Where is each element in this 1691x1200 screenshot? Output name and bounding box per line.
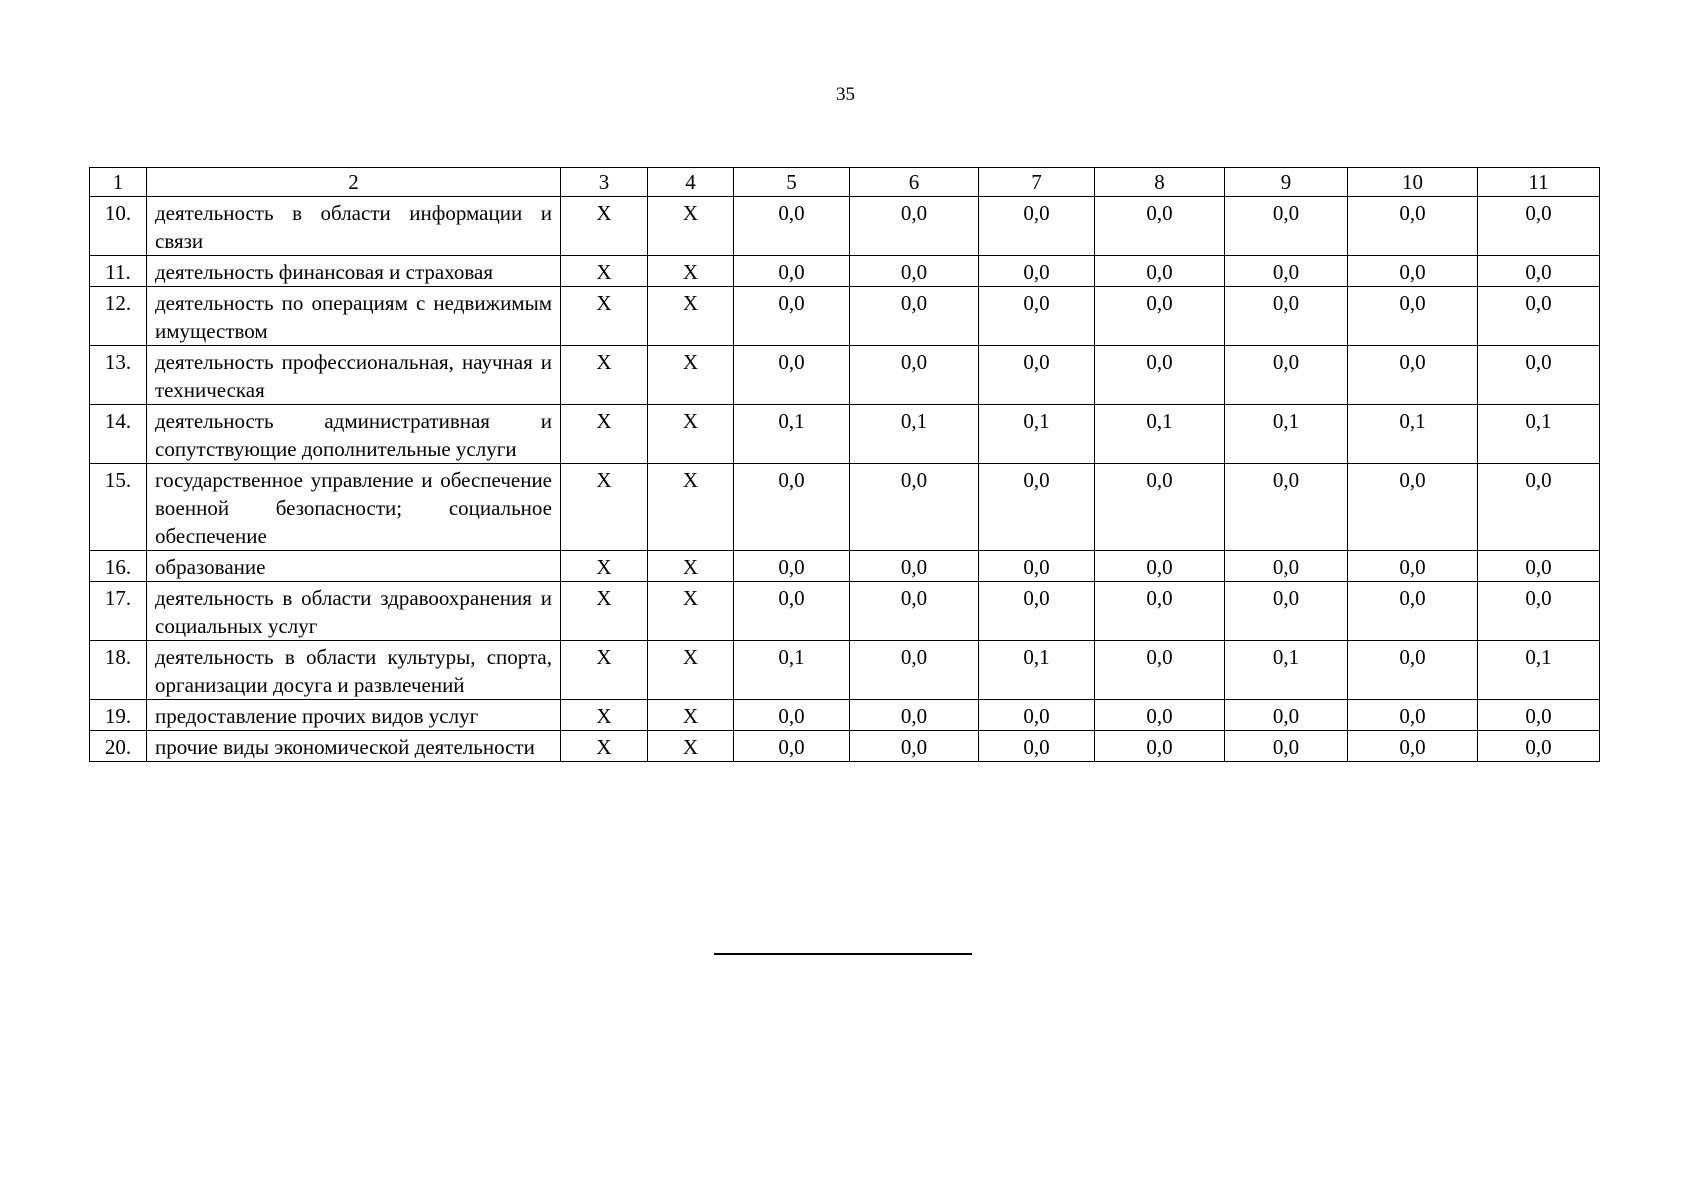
col3-value: X [561, 551, 648, 582]
value-cell: 0,0 [850, 287, 979, 346]
col4-value: X [648, 405, 734, 464]
value-cell: 0,1 [734, 641, 850, 700]
col3-value: X [561, 346, 648, 405]
value-cell: 0,0 [1225, 346, 1348, 405]
table-row [90, 464, 1600, 551]
header-cell: 8 [1095, 168, 1225, 197]
header-cell: 7 [979, 168, 1095, 197]
row-number: 10. [90, 197, 147, 256]
value-cell: 0,0 [734, 464, 850, 551]
activity-name: прочие виды экономической деятельности [147, 731, 561, 762]
table-row [90, 551, 1600, 582]
value-cell: 0,0 [1478, 731, 1600, 762]
value-cell: 0,0 [850, 641, 979, 700]
col4-value: X [648, 700, 734, 731]
value-cell: 0,0 [979, 731, 1095, 762]
table-row [90, 197, 1600, 256]
activity-name: деятельность в области информации и связи [147, 197, 561, 256]
header-cell: 10 [1348, 168, 1478, 197]
col3-value: X [561, 464, 648, 551]
row-number: 18. [90, 641, 147, 700]
table-row [90, 582, 1600, 641]
value-cell: 0,0 [734, 346, 850, 405]
value-cell: 0,0 [1348, 346, 1478, 405]
col3-value: X [561, 700, 648, 731]
value-cell: 0,0 [979, 700, 1095, 731]
row-number: 13. [90, 346, 147, 405]
value-cell: 0,0 [850, 731, 979, 762]
value-cell: 0,0 [1225, 256, 1348, 287]
value-cell: 0,0 [734, 256, 850, 287]
value-cell: 0,0 [734, 551, 850, 582]
value-cell: 0,0 [1095, 731, 1225, 762]
col4-value: X [648, 197, 734, 256]
data-table [89, 167, 1600, 762]
activity-name: предоставление прочих видов услуг [147, 700, 561, 731]
row-number: 20. [90, 731, 147, 762]
col4-value: X [648, 582, 734, 641]
value-cell: 0,1 [734, 405, 850, 464]
activity-name: деятельность в области здравоохранения и социальных услуг [147, 582, 561, 641]
value-cell: 0,0 [1478, 464, 1600, 551]
col3-value: X [561, 405, 648, 464]
value-cell: 0,0 [1095, 287, 1225, 346]
row-number: 16. [90, 551, 147, 582]
header-cell: 5 [734, 168, 850, 197]
value-cell: 0,0 [850, 256, 979, 287]
value-cell: 0,0 [979, 256, 1095, 287]
table-row [90, 700, 1600, 731]
table-row [90, 346, 1600, 405]
header-cell: 6 [850, 168, 979, 197]
header-cell: 2 [147, 168, 561, 197]
row-number: 19. [90, 700, 147, 731]
col3-value: X [561, 731, 648, 762]
row-number: 15. [90, 464, 147, 551]
value-cell: 0,0 [850, 582, 979, 641]
col4-value: X [648, 256, 734, 287]
row-number: 11. [90, 256, 147, 287]
table-row [90, 641, 1600, 700]
col4-value: X [648, 551, 734, 582]
header-row [90, 168, 1600, 197]
col4-value: X [648, 346, 734, 405]
page-number: 35 [836, 84, 855, 105]
header-cell: 9 [1225, 168, 1348, 197]
value-cell: 0,0 [850, 346, 979, 405]
row-number: 12. [90, 287, 147, 346]
table-row [90, 405, 1600, 464]
value-cell: 0,0 [1225, 731, 1348, 762]
col3-value: X [561, 582, 648, 641]
value-cell: 0,0 [1095, 464, 1225, 551]
signature-rule [714, 953, 972, 955]
value-cell: 0,0 [1478, 700, 1600, 731]
col4-value: X [648, 731, 734, 762]
value-cell: 0,1 [979, 405, 1095, 464]
value-cell: 0,0 [1095, 256, 1225, 287]
value-cell: 0,0 [1225, 287, 1348, 346]
value-cell: 0,0 [734, 582, 850, 641]
value-cell: 0,0 [1225, 551, 1348, 582]
value-cell: 0,0 [1095, 346, 1225, 405]
value-cell: 0,0 [1225, 700, 1348, 731]
col4-value: X [648, 464, 734, 551]
header-cell: 3 [561, 168, 648, 197]
value-cell: 0,0 [979, 287, 1095, 346]
col4-value: X [648, 287, 734, 346]
value-cell: 0,0 [734, 700, 850, 731]
value-cell: 0,0 [734, 197, 850, 256]
activity-name: деятельность административная и сопутствующие дополнительные услуги [147, 405, 561, 464]
value-cell: 0,1 [1478, 405, 1600, 464]
col3-value: X [561, 197, 648, 256]
row-number: 17. [90, 582, 147, 641]
value-cell: 0,1 [1348, 405, 1478, 464]
value-cell: 0,0 [1348, 464, 1478, 551]
value-cell: 0,0 [1478, 197, 1600, 256]
value-cell: 0,1 [1225, 641, 1348, 700]
value-cell: 0,0 [1225, 464, 1348, 551]
value-cell: 0,1 [1225, 405, 1348, 464]
activity-name: деятельность в области культуры, спорта, организации досуга и развлечений [147, 641, 561, 700]
value-cell: 0,0 [1095, 197, 1225, 256]
value-cell: 0,1 [850, 405, 979, 464]
table-row [90, 256, 1600, 287]
header-cell: 11 [1478, 168, 1600, 197]
value-cell: 0,0 [734, 731, 850, 762]
col3-value: X [561, 256, 648, 287]
value-cell: 0,0 [1478, 346, 1600, 405]
header-cell: 4 [648, 168, 734, 197]
activity-name: деятельность финансовая и страховая [147, 256, 561, 287]
value-cell: 0,0 [1348, 700, 1478, 731]
col4-value: X [648, 641, 734, 700]
header-cell: 1 [90, 168, 147, 197]
col3-value: X [561, 287, 648, 346]
value-cell: 0,0 [1095, 551, 1225, 582]
value-cell: 0,0 [1478, 256, 1600, 287]
value-cell: 0,0 [979, 464, 1095, 551]
activity-name: деятельность профессиональная, научная и техническая [147, 346, 561, 405]
value-cell: 0,0 [1095, 641, 1225, 700]
value-cell: 0,0 [850, 700, 979, 731]
value-cell: 0,0 [850, 551, 979, 582]
activity-name: образование [147, 551, 561, 582]
value-cell: 0,0 [1348, 731, 1478, 762]
value-cell: 0,1 [1095, 405, 1225, 464]
activity-name: деятельность по операциям с недвижимым имуществом [147, 287, 561, 346]
value-cell: 0,0 [1478, 551, 1600, 582]
value-cell: 0,0 [1348, 641, 1478, 700]
value-cell: 0,0 [1095, 582, 1225, 641]
table-row [90, 287, 1600, 346]
value-cell: 0,0 [979, 582, 1095, 641]
value-cell: 0,0 [979, 346, 1095, 405]
value-cell: 0,0 [1225, 197, 1348, 256]
value-cell: 0,0 [1348, 551, 1478, 582]
value-cell: 0,1 [979, 641, 1095, 700]
activity-name: государственное управление и обеспечение военной безопасности; социальное обеспечение [147, 464, 561, 551]
row-number: 14. [90, 405, 147, 464]
value-cell: 0,0 [1095, 700, 1225, 731]
value-cell: 0,0 [850, 197, 979, 256]
value-cell: 0,0 [1348, 197, 1478, 256]
value-cell: 0,0 [1348, 287, 1478, 346]
value-cell: 0,0 [1478, 582, 1600, 641]
value-cell: 0,0 [1225, 582, 1348, 641]
value-cell: 0,0 [734, 287, 850, 346]
value-cell: 0,1 [1478, 641, 1600, 700]
value-cell: 0,0 [979, 551, 1095, 582]
value-cell: 0,0 [1348, 582, 1478, 641]
table-row [90, 731, 1600, 762]
value-cell: 0,0 [1478, 287, 1600, 346]
value-cell: 0,0 [1348, 256, 1478, 287]
value-cell: 0,0 [850, 464, 979, 551]
col3-value: X [561, 641, 648, 700]
value-cell: 0,0 [979, 197, 1095, 256]
